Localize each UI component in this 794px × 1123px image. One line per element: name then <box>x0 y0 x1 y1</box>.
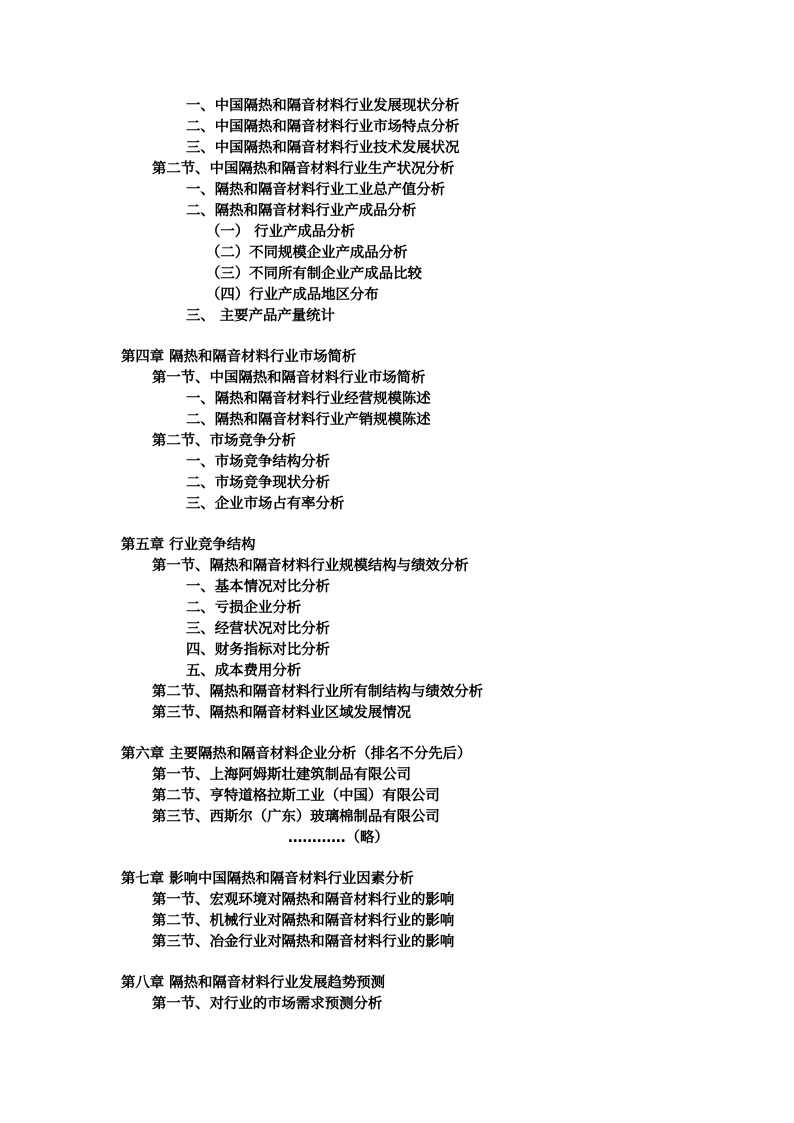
toc-ellipsis: …………（略） <box>288 830 389 846</box>
toc-entry: 一、中国隔热和隔音材料行业发展现状分析 <box>186 98 460 114</box>
toc-entry: 三、企业市场占有率分析 <box>186 496 345 512</box>
toc-subentry: （二）不同规模企业产成品分析 <box>206 245 408 261</box>
toc-entry: 二、隔热和隔音材料行业产销规模陈述 <box>186 412 431 428</box>
toc-section-heading: 第一节、对行业的市场需求预测分析 <box>152 996 383 1012</box>
toc-section-heading: 第一节、隔热和隔音材料行业规模结构与绩效分析 <box>152 558 469 574</box>
toc-entry: 四、财务指标对比分析 <box>186 642 330 658</box>
toc-section-heading: 第二节、隔热和隔音材料行业所有制结构与绩效分析 <box>152 684 483 700</box>
toc-chapter-heading: 第八章 隔热和隔音材料行业发展趋势预测 <box>121 975 386 991</box>
toc-entry: 五、成本费用分析 <box>186 663 302 679</box>
toc-entry: 一、隔热和隔音材料行业工业总产值分析 <box>186 182 446 198</box>
toc-subentry: （四）行业产成品地区分布 <box>206 287 379 303</box>
toc-entry: 二、中国隔热和隔音材料行业市场特点分析 <box>186 119 460 135</box>
toc-section-heading: 第三节、隔热和隔音材料业区域发展情况 <box>152 705 412 721</box>
toc-section-heading: 第一节、中国隔热和隔音材料行业市场简析 <box>152 370 426 386</box>
toc-entry: 一、市场竞争结构分析 <box>186 454 330 470</box>
toc-entry: 二、隔热和隔音材料行业产成品分析 <box>186 203 417 219</box>
toc-subentry: （一） 行业产成品分析 <box>206 224 355 240</box>
toc-section-heading: 第三节、冶金行业对隔热和隔音材料行业的影响 <box>152 934 455 950</box>
toc-entry: 一、隔热和隔音材料行业经营规模陈述 <box>186 391 431 407</box>
toc-chapter-heading: 第四章 隔热和隔音材料行业市场简析 <box>121 349 357 365</box>
toc-section-heading: 第二节、中国隔热和隔音材料行业生产状况分析 <box>152 161 455 177</box>
toc-entry: 二、亏损企业分析 <box>186 600 302 616</box>
toc-chapter-heading: 第七章 影响中国隔热和隔音材料行业因素分析 <box>121 871 414 887</box>
toc-section-heading: 第二节、亨特道格拉斯工业（中国）有限公司 <box>152 788 440 804</box>
toc-section-heading: 第二节、机械行业对隔热和隔音材料行业的影响 <box>152 913 455 929</box>
toc-entry: 二、市场竞争现状分析 <box>186 475 330 491</box>
toc-section-heading: 第一节、上海阿姆斯壮建筑制品有限公司 <box>152 767 412 783</box>
toc-entry: 三、经营状况对比分析 <box>186 621 330 637</box>
toc-subentry: （三）不同所有制企业产成品比较 <box>206 266 422 282</box>
toc-section-heading: 第三节、西斯尔（广东）玻璃棉制品有限公司 <box>152 809 440 825</box>
toc-entry: 三、 主要产品产量统计 <box>186 308 335 324</box>
toc-section-heading: 第一节、宏观环境对隔热和隔音材料行业的影响 <box>152 892 455 908</box>
toc-section-heading: 第二节、市场竞争分析 <box>152 433 296 449</box>
toc-chapter-heading: 第五章 行业竞争结构 <box>121 537 256 553</box>
toc-chapter-heading: 第六章 主要隔热和隔音材料企业分析（排名不分先后） <box>121 746 472 762</box>
toc-entry: 一、基本情况对比分析 <box>186 579 330 595</box>
toc-entry: 三、中国隔热和隔音材料行业技术发展状况 <box>186 140 460 156</box>
